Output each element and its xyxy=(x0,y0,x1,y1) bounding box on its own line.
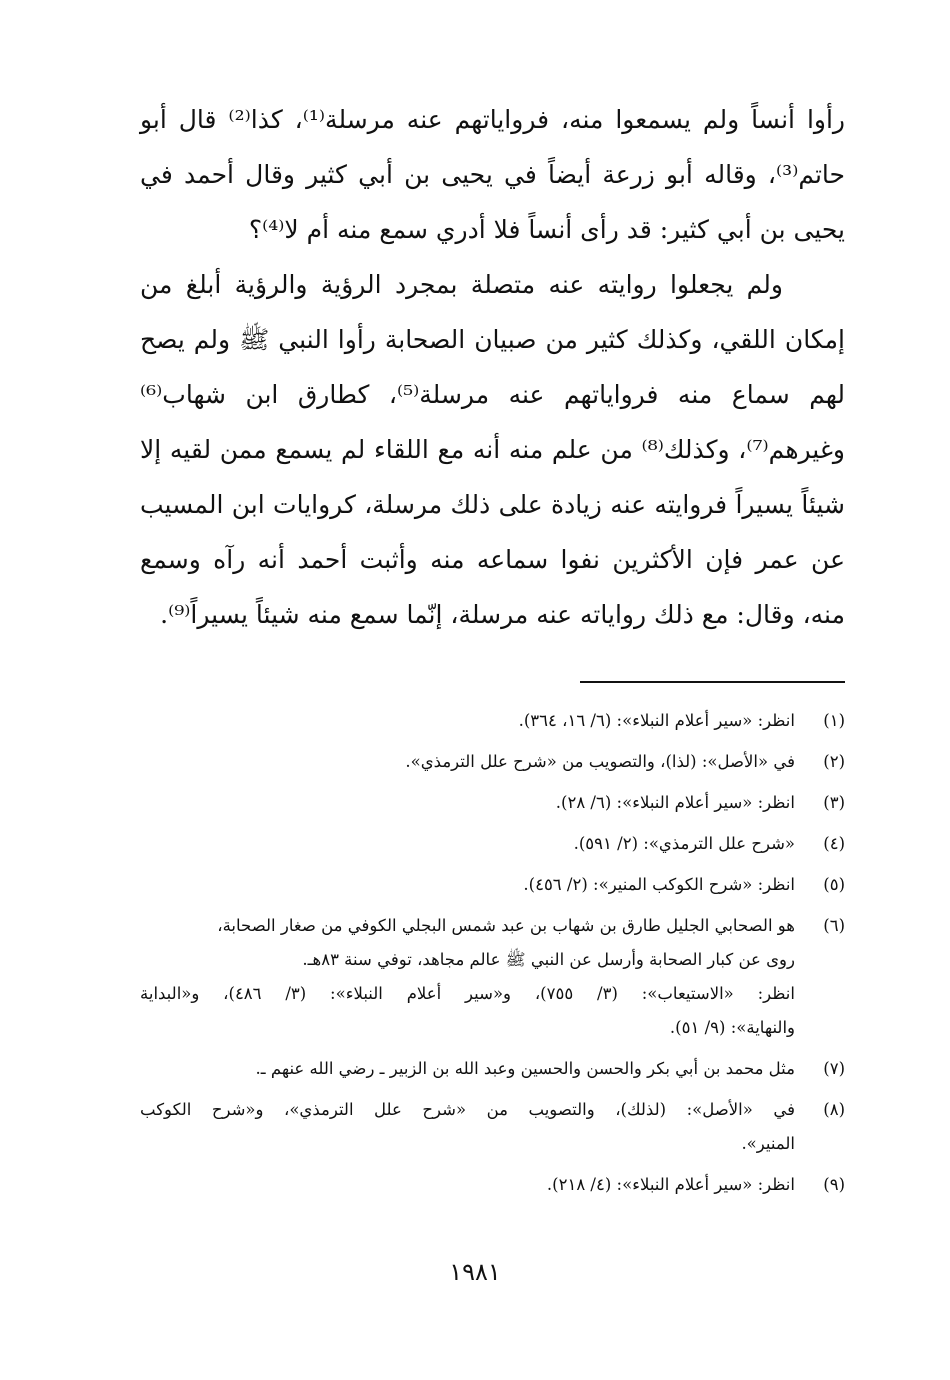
footnote-text: «شرح علل الترمذي»: (٢/ ٥٩١). xyxy=(573,834,795,853)
footnote-text: المنير». xyxy=(741,1134,795,1153)
footnote-number: (٨) xyxy=(823,1100,845,1119)
main-text xyxy=(140,92,845,642)
footnote-text: انظر: «سير أعلام النبلاء»: (٤/ ٢١٨). xyxy=(546,1175,795,1194)
footnote-text: والنهاية»: (٩/ ٥١). xyxy=(669,1018,795,1037)
footnote-text: انظر: «الاستيعاب»: (٣/ ٧٥٥)، و«سير أعلام النبلاء»: (٣/ ٤٨٦)، و«البداية xyxy=(140,984,795,1003)
footnote xyxy=(140,909,845,1045)
footnote xyxy=(140,745,845,779)
footnote xyxy=(140,1093,845,1161)
footnote-text: انظر: «شرح الكوكب المنير»: (٢/ ٤٥٦). xyxy=(523,875,795,894)
footnote xyxy=(140,827,845,861)
footnote-number: (١) xyxy=(823,711,845,730)
footnote xyxy=(140,868,845,902)
footnote xyxy=(140,1168,845,1202)
footnote-text: في «الأصل»: (لذا)، والتصويب من «شرح علل الترمذي». xyxy=(405,752,795,771)
paragraph-1: رأوا أنساً ولم يسمعوا منه، فرواياتهم عنه مرسلة⁽¹⁾، كذا⁽²⁾ قال أبو حاتم⁽³⁾، وقاله أبو زرعة أيضاً في يحيى بن أبي كثير وقال أحمد في يحيى بن أبي كثير: قد رأى أنساً فلا أدري سمع منه أم لا⁽⁴⁾؟ xyxy=(140,105,845,244)
footnote-text: هو الصحابي الجليل طارق بن شهاب بن عبد شمس البجلي الكوفي من صغار الصحابة، xyxy=(217,916,795,935)
footnote-text: مثل محمد بن أبي بكر والحسن والحسين وعبد الله بن الزبير ـ رضي الله عنهم ـ. xyxy=(255,1059,795,1078)
footnote-text: انظر: «سير أعلام النبلاء»: (٦/ ٢٨). xyxy=(555,793,795,812)
footnote-text: انظر: «سير أعلام النبلاء»: (٦/ ١٦، ٣٦٤). xyxy=(518,711,795,730)
footnote xyxy=(140,704,845,738)
footnote-number: (٦) xyxy=(823,916,845,935)
footnote-number: (٧) xyxy=(823,1059,845,1078)
page-number: ١٩٨١ xyxy=(449,1258,501,1286)
footnote xyxy=(140,786,845,820)
footnote-separator xyxy=(580,681,845,683)
footnote-number: (٥) xyxy=(823,875,845,894)
footnote xyxy=(140,1052,845,1086)
footnotes xyxy=(140,704,845,1209)
paragraph-2: ولم يجعلوا روايته عنه متصلة بمجرد الرؤية والرؤية أبلغ من إمكان اللقي، وكذلك كثير من صبيان الصحابة رأوا النبي ﷺ ولم يصح لهم سماع منه فرواياتهم عنه مرسلة⁽⁵⁾، كطارق ابن شهاب⁽⁶⁾ وغيرهم⁽⁷⁾، وكذلك⁽⁸⁾ من علم منه أنه مع اللقاء لم يسمع ممن لقيه إلا شيئاً يسيراً فروايته عنه زيادة على ذلك مرسلة، كروايات ابن المسيب عن عمر فإن الأكثرين نفوا سماعه منه وأثبت أحمد أنه رآه وسمع منه، وقال: مع ذلك رواياته عنه مرسلة، إنّما سمع منه شيئاً يسيراً⁽⁹⁾. xyxy=(140,270,846,629)
footnote-number: (٣) xyxy=(823,793,845,812)
footnote-text: روى عن كبار الصحابة وأرسل عن النبي ﷺ عالم مجاهد، توفي سنة ٨٣هـ. xyxy=(302,950,795,969)
footnote-number: (٩) xyxy=(823,1175,845,1194)
footnote-text: في «الأصل»: (لذلك)، والتصويب من «شرح علل الترمذي»، و«شرح الكوكب xyxy=(140,1100,795,1119)
footnote-number: (٤) xyxy=(823,834,845,853)
footnote-number: (٢) xyxy=(823,752,845,771)
